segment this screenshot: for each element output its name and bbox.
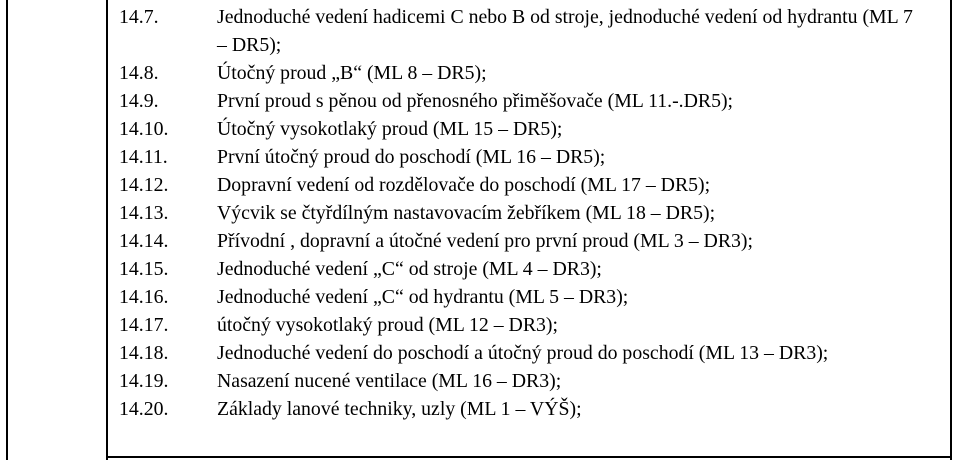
item-text: Výcvik se čtyřdílným nastavovacím žebříkem (ML 18 – DR5);: [217, 202, 716, 224]
list-item: [119, 59, 939, 87]
item-number: 14.12.: [119, 174, 169, 196]
list-item: [119, 311, 939, 339]
item-number: 14.13.: [119, 202, 169, 224]
item-text: První útočný proud do poschodí (ML 16 – DR5);: [217, 146, 606, 168]
item-number: 14.8.: [119, 62, 159, 84]
list-item: [119, 87, 939, 115]
list-item: [119, 171, 939, 199]
item-number: 14.7.: [119, 6, 159, 28]
list-item: [119, 115, 939, 143]
item-number: 14.16.: [119, 286, 169, 308]
list-item: [119, 339, 939, 367]
item-text: Útočný proud „B“ (ML 8 – DR5);: [217, 62, 487, 84]
item-text: Jednoduché vedení „C“ od hydrantu (ML 5 – DR3);: [217, 286, 629, 308]
item-text: Přívodní , dopravní a útočné vedení pro první proud (ML 3 – DR3);: [217, 230, 754, 252]
item-number: 14.17.: [119, 314, 169, 336]
table-border-right: [950, 0, 952, 460]
item-number: 14.9.: [119, 90, 159, 112]
item-text: Jednoduché vedení „C“ od stroje (ML 4 – DR3);: [217, 258, 602, 280]
list-item: [119, 143, 939, 171]
item-number: 14.18.: [119, 342, 169, 364]
table-border-bottom: [106, 456, 952, 458]
item-text: Jednoduché vedení do poschodí a útočný proud do poschodí (ML 13 – DR3);: [217, 342, 829, 364]
table-border-left: [6, 0, 8, 460]
training-item-list: [119, 3, 939, 423]
item-text: Jednoduché vedení hadicemi C nebo B od stroje, jednoduché vedení od hydrantu (ML 7 – DR5);: [217, 6, 913, 56]
item-number: 14.10.: [119, 118, 169, 140]
item-text: Dopravní vedení od rozdělovače do poschodí (ML 17 – DR5);: [217, 174, 711, 196]
item-number: 14.14.: [119, 230, 169, 252]
list-item: [119, 227, 939, 255]
item-number: 14.11.: [119, 146, 168, 168]
list-item: [119, 283, 939, 311]
item-text: První proud s pěnou od přenosného přiměšovače (ML 11.-.DR5);: [217, 90, 734, 112]
list-item: [119, 199, 939, 227]
list-item: [119, 3, 939, 59]
item-text: Základy lanové techniky, uzly (ML 1 – VÝŠ);: [217, 398, 582, 420]
item-text: Nasazení nucené ventilace (ML 16 – DR3);: [217, 370, 562, 392]
item-text: útočný vysokotlaký proud (ML 12 – DR3);: [217, 314, 559, 336]
table-column-divider: [106, 0, 108, 460]
list-item: [119, 255, 939, 283]
list-item: [119, 395, 939, 423]
item-number: 14.15.: [119, 258, 169, 280]
item-number: 14.20.: [119, 398, 169, 420]
list-item: [119, 367, 939, 395]
item-number: 14.19.: [119, 370, 169, 392]
item-text: Útočný vysokotlaký proud (ML 15 – DR5);: [217, 118, 563, 140]
